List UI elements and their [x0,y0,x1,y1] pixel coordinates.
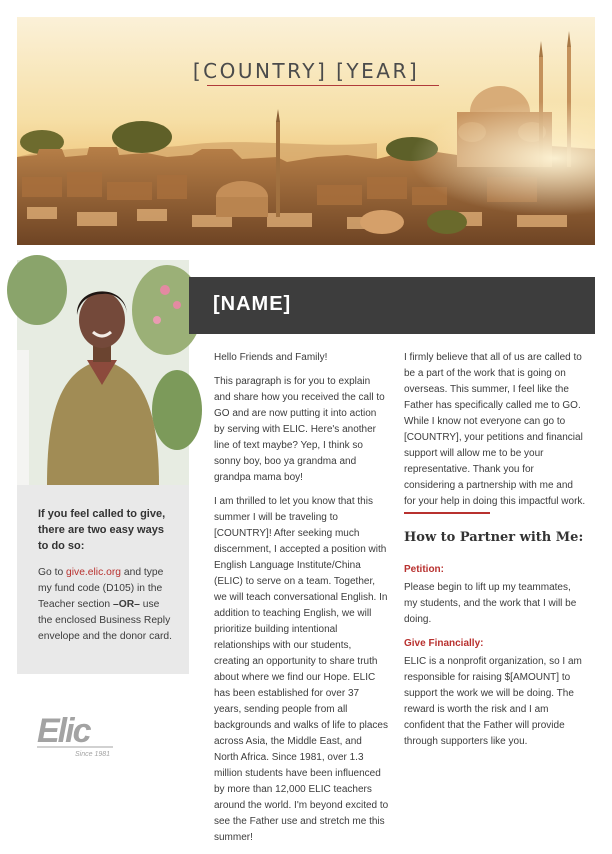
letter-paragraph-3: I firmly believe that all of us are called to be a part of the work that is going on overseas. This summer, I feel like the Father has specifically called me to GO. While I know not everyone can go to [COUNTRY], your petitions and financial support will allow me to be your representative. Thank you for considering a partnership with me and for your help in doing this impactful work. [404,352,586,507]
hero-banner [17,17,595,245]
elic-logo [35,708,115,758]
letter-column-right [404,350,586,510]
letter-greeting: Hello Friends and Family! [214,352,328,363]
section-divider [404,512,490,514]
giving-instructions [38,565,175,645]
profile-photo [17,260,189,485]
letter-column-left [214,350,389,854]
city-skyline-image [17,17,595,245]
giving-text-prefix: Go to [38,567,67,578]
give-link[interactable]: give.elic.org [66,567,121,578]
petition-label: Petition: [404,564,444,575]
giving-text-suffix: use the enclosed Business Reply envelope and the donor card. [38,599,172,642]
petition-text: Please begin to lift up my teammates, my students, and the work that I will be doing. [404,582,577,625]
logo-tagline: Since 1981 [75,751,111,758]
hero-title-underline [207,85,439,86]
give-financially-text: ELIC is a nonprofit organization, so I am responsible for raising $[AMOUNT] to support the work we will be doing. The reward is worth the risk and I am confident that the Father will provide through supporters like you. [404,656,582,747]
letter-paragraph-2: I am thrilled to let you know that this summer I will be traveling to [COUNTRY]! After seeking much discernment, I accepted a position with English Language Institute/China (ELIC) to serve on a team. Together, we will teach conversational English. In addition to teaching English, we will prioritize building intentional relationships with our students, creating an opportunity to share truth about where we find our Hope. ELIC has been established for over 37 years, sending people from all backgrounds and walks of life to places across Asia, the Middle East, and North Africa. Since 1981, over 1.3 million students have been influenced by more than 12,000 ELIC teachers around the world. I'm beyond excited to see the Father use and stretch me this summer! [214,496,389,843]
person-portrait-image [17,260,189,485]
give-financially-label: Give Financially: [404,638,484,649]
missionary-name: [NAME] [213,293,292,315]
giving-heading: If you feel called to give, there are two easy ways to do so: [38,508,166,552]
giving-sidebar [17,485,189,674]
hero-title: [COUNTRY] [YEAR] [192,59,420,83]
partner-heading: How to Partner with Me: [404,530,584,545]
letter-paragraph-1: This paragraph is for you to explain and share how you received the call to GO and are now putting it into action by serving with ELIC. Here's another line of text maybe? Yep, I think so sonny boy, boo ya grandma and grandpa mama boy! [214,376,385,483]
or-separator: –OR– [112,599,140,610]
giving-text-middle: and type my fund code (D105) in the Teacher section [38,567,164,610]
logo-wordmark: Elic [37,712,90,750]
name-banner [189,277,595,334]
elic-logo-mark [35,708,115,758]
